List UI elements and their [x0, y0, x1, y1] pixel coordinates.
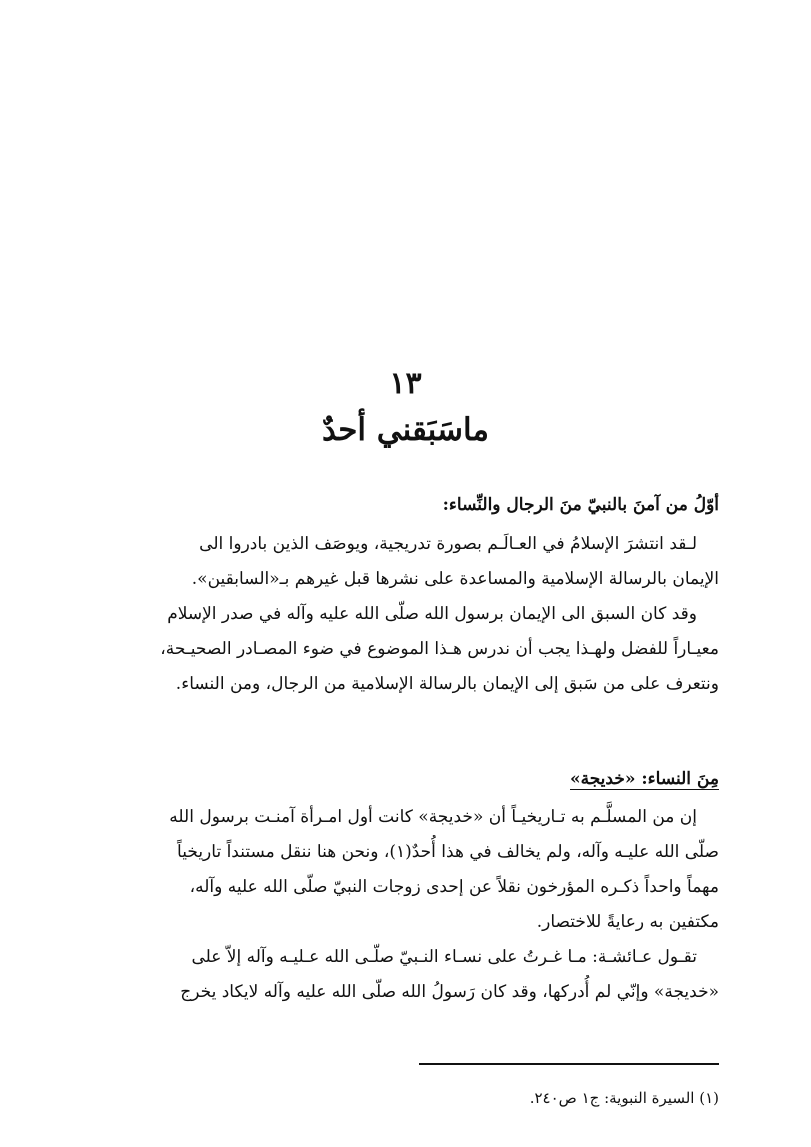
paragraph-line: مهماً واحداً ذكـره المؤرخون نقلاً عن إحدى زوجات النبيّ صلّى الله عليه وآله، [189, 877, 719, 897]
footnote: (١) السيرة النبوية: ج١ ص٢٤٠. [529, 1089, 719, 1107]
section-body-first-believers [89, 527, 719, 702]
section-heading-first-believers: أوّلُ من آمنَ بالنبيّ منَ الرجال والنِّساء: [442, 495, 719, 515]
paragraph-line: إن من المسلَّـم به تـاريخيـاً أن «خديجة» كانت أول امـرأة آمنـت برسول الله [169, 807, 697, 827]
section-body-khadija [89, 800, 719, 1010]
paragraph-line: «خديجة» وإنّي لم أُدركها، وقد كان رَسولُ الله صلّى الله عليه وآله لايكاد يخرج [180, 982, 719, 1002]
section-heading-text: مِنَ النساء: «خديجة» [569, 769, 719, 789]
paragraph-line: معيـاراً للفضل ولهـذا يجب أن ندرس هـذا الموضوع في ضوء المصـادر الصحيـحة، [160, 639, 719, 659]
footnote-divider [419, 1063, 719, 1065]
section-heading-khadija [89, 764, 719, 794]
chapter-number: ١٣ [389, 366, 422, 401]
paragraph-line: وقد كان السبق الى الإيمان برسول الله صلّى الله عليه وآله في صدر الإسلام [167, 604, 697, 624]
paragraph-line: صلّى الله عليـه وآله، ولم يخالف في هذا أُحدٌ(١)، ونحن هنا ننقل مستنداً تاريخياً [177, 842, 719, 862]
paragraph-line: لـقد انتشرَ الإسلامُ في العـالَـم بصورة تدريجية، ويوصَف الذين بادروا الى [199, 534, 697, 554]
paragraph-line: الإيمان بالرسالة الإسلامية والمساعدة على نشرها قبل غيرهم بـ«السابقين». [191, 569, 719, 589]
paragraph-line: مكتفين به رعايةً للاختصار. [536, 912, 719, 932]
paragraph-line: تقـول عـائشـة: مـا غـرتُ على نسـاء النـبيّ صلّـى الله عـليـه وآله إلاّ على [191, 947, 697, 967]
paragraph-line: ونتعرف على من سَبق إلى الإيمان بالرسالة الإسلامية من الرجال، ومن النساء. [175, 674, 719, 694]
chapter-title: ماسَبَقني أحدٌ [321, 412, 490, 448]
